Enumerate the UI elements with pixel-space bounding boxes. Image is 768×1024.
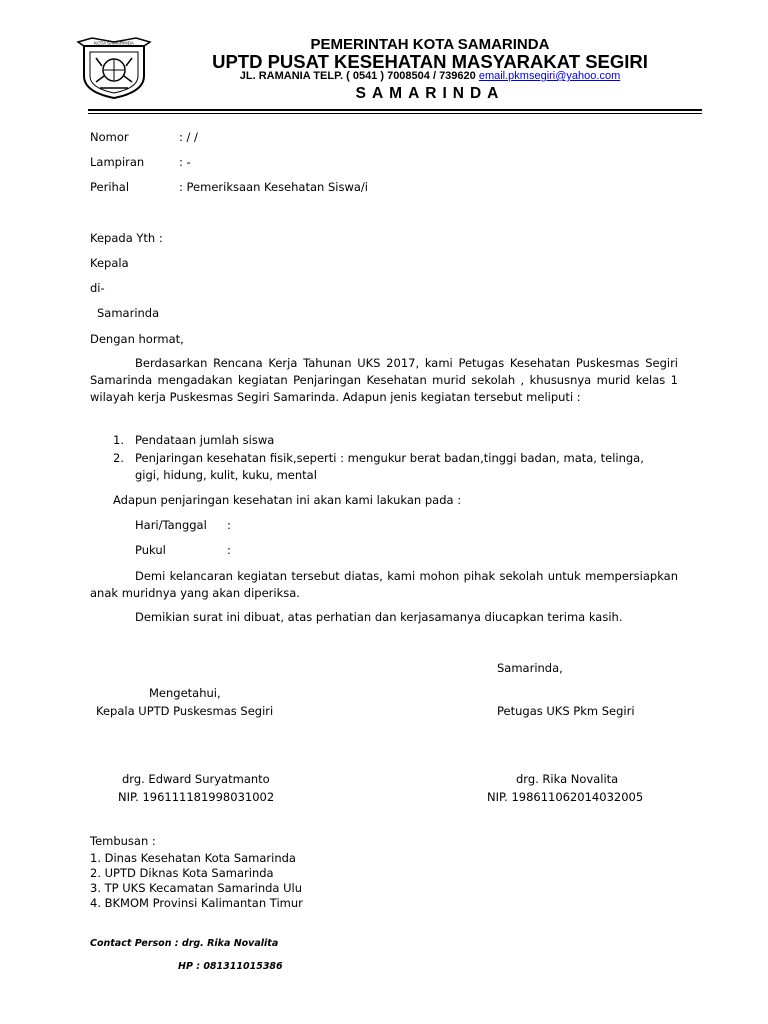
pukul-label: Pukul <box>135 543 166 557</box>
nomor-label: Nomor <box>90 130 129 144</box>
paragraph-1: Berdasarkan Rencana Kerja Tahunan UKS 2017, kami Petugas Kesehatan Puskesmas Segiri Samarinda mengadakan kegiatan Penjaringan Kesehatan murid sekolah , khususnya murid kelas 1 wilayah kerja Puskesmas Segiri Samarinda. Adapun jenis kegiatan tersebut meliputi : <box>90 356 678 404</box>
right-signer-name: drg. Rika Novalita <box>516 772 619 786</box>
tembusan-item: 3. TP UKS Kecamatan Samarinda Ulu <box>90 881 303 895</box>
perihal-label: Perihal <box>90 180 130 194</box>
list-item-2-text: Penjaringan kesehatan fisik,seperti : mengukur berat badan,tinggi badan, mata, telinga, <box>135 451 644 465</box>
perihal-value: : Pemeriksaan Kesehatan Siswa/i <box>179 180 368 194</box>
right-signer-nip: NIP. 198611062014032005 <box>487 790 644 804</box>
header-address: JL. RAMANIA TELP. ( 0541 ) 7008504 / 739620 <box>239 70 476 82</box>
kota-label: Samarinda <box>97 306 160 320</box>
list-item-2-num: 2. <box>113 451 124 465</box>
left-title-1: Mengetahui, <box>149 686 221 700</box>
tembusan-label: Tembusan : <box>90 834 156 848</box>
tembusan-item: 1. Dinas Kesehatan Kota Samarinda <box>90 851 296 865</box>
tembusan-item: 4. BKMOM Provinsi Kalimantan Timur <box>90 896 303 910</box>
tembusan-item: 2. UPTD Diknas Kota Samarinda <box>90 866 274 880</box>
list-item-1-num: 1. <box>113 433 124 447</box>
header-email-link[interactable]: email.pkmsegiri@yahoo.com <box>478 70 621 82</box>
contact-hp: HP : 081311015386 <box>178 961 283 972</box>
salutation: Dengan hormat, <box>90 332 184 346</box>
header-rule-thin <box>88 113 702 114</box>
list-item-2-text-cont: gigi, hidung, kulit, kuku, mental <box>135 468 317 482</box>
kepada-label: Kepada Yth : <box>90 231 163 245</box>
paragraph-2: Demi kelancaran kegiatan tersebut diatas, kami mohon pihak sekolah untuk mempersiapkan anak muridnya yang akan diperiksa. <box>90 569 678 600</box>
di-label: di- <box>90 281 105 295</box>
right-title: Petugas UKS Pkm Segiri <box>497 704 635 718</box>
nomor-value: : / / <box>179 130 198 144</box>
logo-banner-text: KOTA SAMARINDA <box>94 40 134 46</box>
lampiran-value: : - <box>179 155 191 169</box>
kepala-label: Kepala <box>90 256 129 270</box>
list-item-1-text: Pendataan jumlah siswa <box>135 433 275 447</box>
header-line1: PEMERINTAH KOTA SAMARINDA <box>310 36 550 53</box>
schedule-intro: Adapun penjaringan kesehatan ini akan kami lakukan pada : <box>113 493 462 507</box>
header-city: SAMARINDA <box>355 85 505 102</box>
header-rule-thick <box>88 109 702 111</box>
left-title-2: Kepala UPTD Puskesmas Segiri <box>96 704 274 718</box>
header-address-line <box>0 70 768 82</box>
sign-place: Samarinda, <box>497 661 563 675</box>
header-line2: UPTD PUSAT KESEHATAN MASYARAKAT SEGIRI <box>212 51 648 72</box>
pukul-value: : <box>227 543 231 557</box>
left-signer-nip: NIP. 196111181998031002 <box>118 790 275 804</box>
hari-value: : <box>227 518 231 532</box>
hari-label: Hari/Tanggal <box>135 518 207 532</box>
lampiran-label: Lampiran <box>90 155 145 169</box>
closing-text: Demikian surat ini dibuat, atas perhatian dan kerjasamanya diucapkan terima kasih. <box>135 610 623 624</box>
contact-person: Contact Person : drg. Rika Novalita <box>90 938 279 949</box>
left-signer-name: drg. Edward Suryatmanto <box>122 772 270 786</box>
